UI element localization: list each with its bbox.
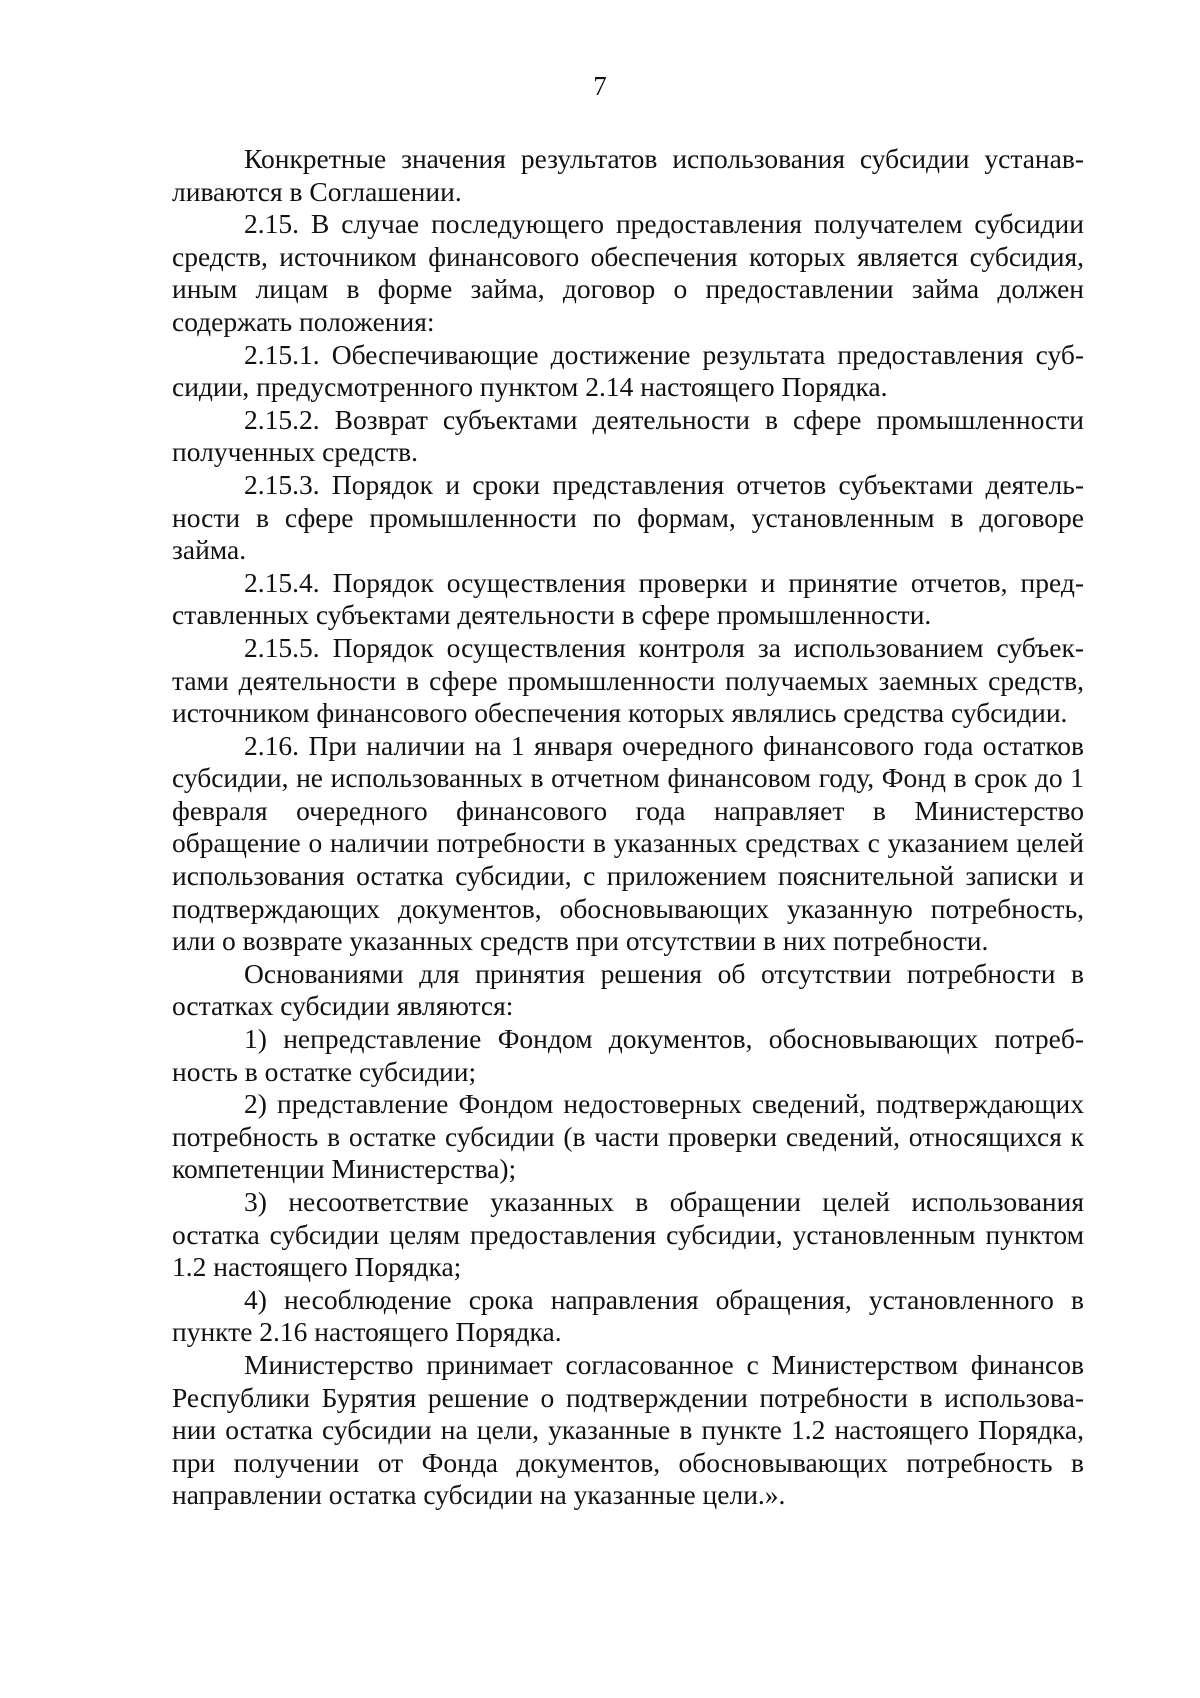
paragraph-ministry-decision: Министерство принимает согласованное с Министерством финансов Республики Бурятия решение о подтверждении потребности в использовании остатка субсидии на цели, указанные в пункте 1.2 настоящего Порядка, при получении от Фонда документов, обосновывающих потребность в направлении остатка субсидии на указанные цели.».: [172, 1348, 1084, 1511]
paragraph-grounds-intro: Основаниями для принятия решения об отсутствии потребности в остатках субсидии являются:: [172, 957, 1084, 1022]
paragraph-2-16: 2.16. При наличии на 1 января очередного финансового года остатков субсидии, не использованных в отчетном финансовом году, Фонд в срок до 1 февраля очередного финансового года направляет в Министерство обращение о наличии потребности в указанных средствах с указанием целей использования остатка субсидии, с приложением пояснительной записки и подтверждающих документов, обосновывающих указанную потребность, или о возврате указанных средств при отсутствии в них потребности.: [172, 729, 1084, 957]
list-item-1: 1) непредставление Фондом документов, обосновывающих потребность в остатке субсидии;: [172, 1023, 1084, 1087]
page-number: 7: [593, 71, 607, 101]
list-item-2: 2) представление Фондом недостоверных сведений, подтверждающих потребность в остатке субсидии (в части проверки сведений, относящихся к компетенции Министерства);: [172, 1088, 1084, 1185]
paragraph-2-15: 2.15. В случае последующего предоставления получателем субсидии средств, источником финансового обеспечения которых является субсидия, иным лицам в форме займа, договор о предоставлении займа должен содержать положения:: [172, 208, 1084, 337]
paragraph-2-15-3: 2.15.3. Порядок и сроки представления отчетов субъектами деятельности в сфере промышленности по формам, установленным в договоре займа.: [172, 468, 1084, 566]
list-item-4: 4) несоблюдение срока направления обращения, установленного в пункте 2.16 настоящего Порядка.: [172, 1283, 1084, 1348]
list-item-3: 3) несоответствие указанных в обращении целей использования остатка субсидии целям предоставления субсидии, установленным пунктом 1.2 настоящего Порядка;: [172, 1186, 1084, 1283]
document-body: [172, 143, 1084, 1512]
paragraph-results-values: Конкретные значения результатов использования субсидии устанавливаются в Соглашении.: [172, 143, 1084, 207]
paragraph-2-15-2: 2.15.2. Возврат субъектами деятельности в сфере промышленности полученных средств.: [172, 403, 1084, 468]
paragraph-2-15-1: 2.15.1. Обеспечивающие достижение результата предоставления субсидии, предусмотренного пунктом 2.14 настоящего Порядка.: [172, 338, 1084, 403]
paragraph-2-15-5: 2.15.5. Порядок осуществления контроля за использованием субъектами деятельности в сфере промышленности получаемых заемных средств, источником финансового обеспечения которых являлись средства субсидии.: [172, 631, 1084, 729]
paragraph-2-15-4: 2.15.4. Порядок осуществления проверки и принятие отчетов, представленных субъектами деятельности в сфере промышленности.: [172, 566, 1084, 631]
